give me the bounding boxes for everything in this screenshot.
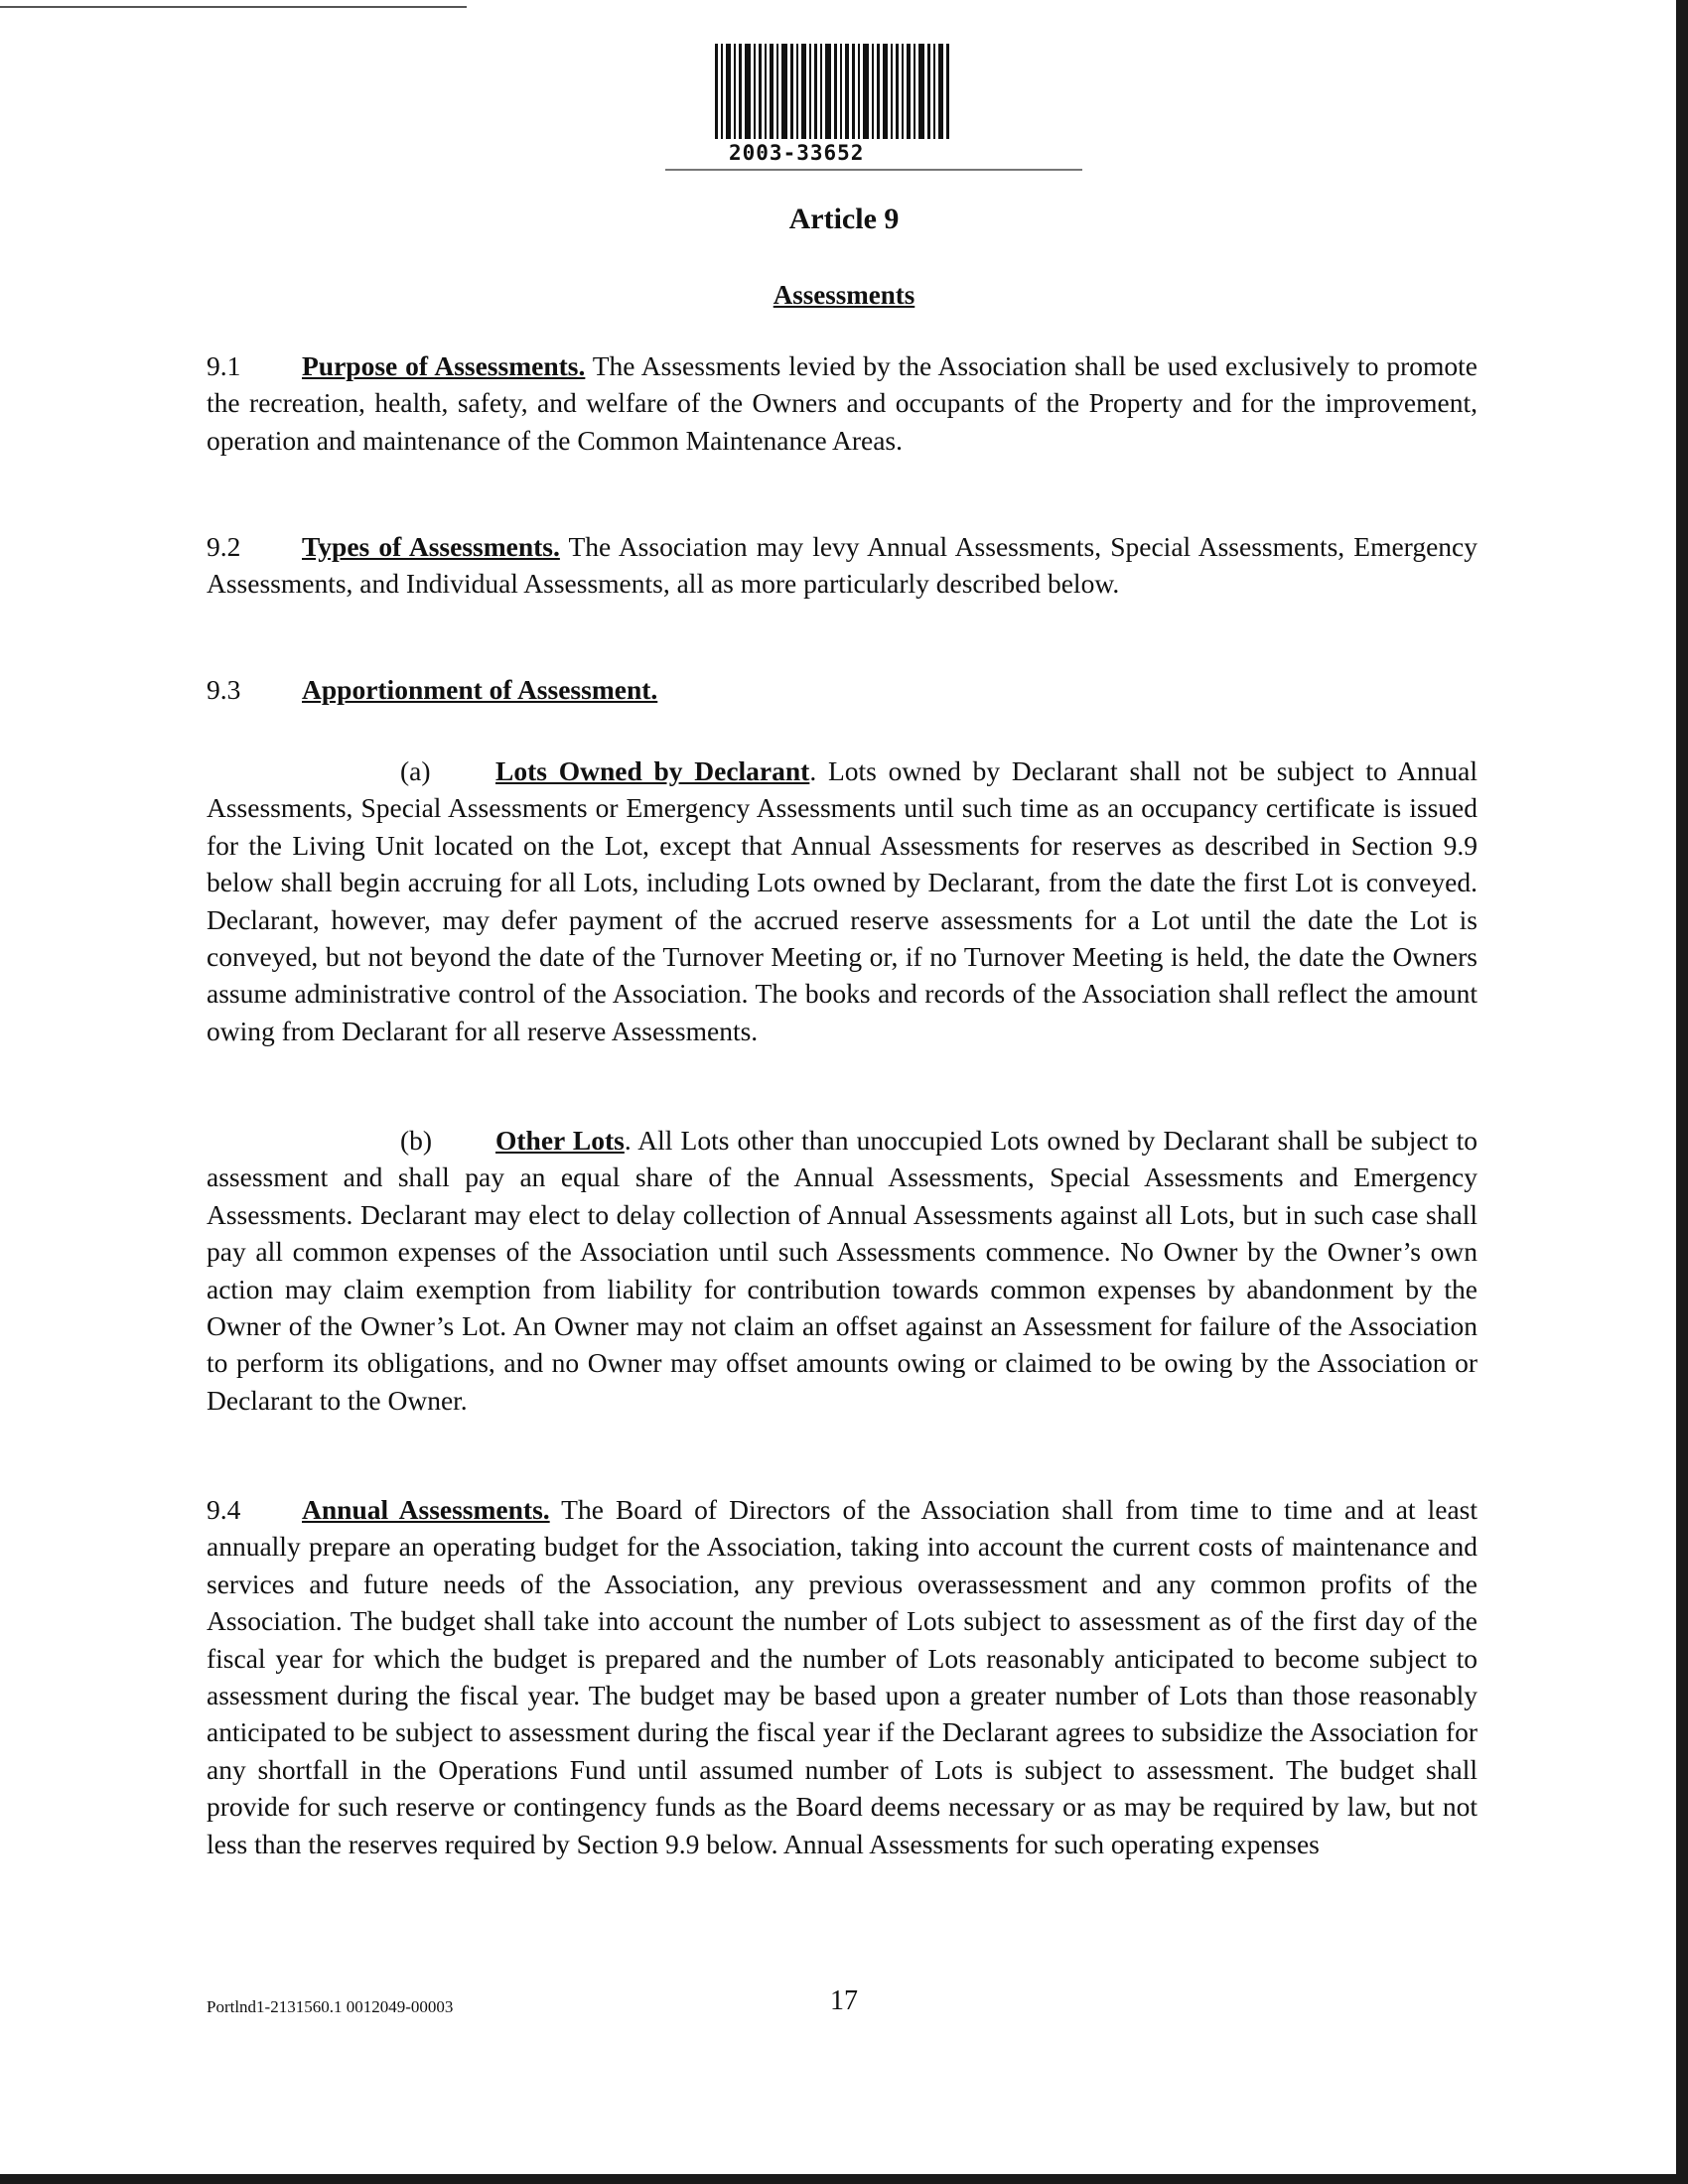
barcode-bar — [721, 44, 723, 139]
barcode-bar — [938, 44, 943, 139]
footer-doc-id: Portlnd1-2131560.1 0012049-00003 — [207, 1997, 454, 2016]
barcode-bar — [863, 44, 869, 139]
section-title: Apportionment of Assessment. — [302, 674, 658, 705]
barcode-number: 2003-33652 — [729, 141, 865, 165]
barcode-bar — [896, 44, 899, 139]
subsection-title: Lots Owned by Declarant — [495, 755, 810, 786]
subsection-label: (a) — [400, 755, 431, 786]
page-number: 17 — [830, 1985, 858, 2016]
barcode-bar — [739, 44, 742, 139]
barcode-bar — [776, 44, 778, 139]
barcode-bar — [820, 44, 822, 139]
barcode-bar — [759, 44, 762, 139]
barcode — [715, 44, 1023, 165]
subsection-text: . Lots owned by Declarant shall not be subject to Annual Assessments, Special Assessments or Emergency Assessments until such time as an occupancy certificate is issued for the Living Unit located on the Lot, except that Annual Assessments for reserves as described in Section 9.9 below shall begin accruing for all Lots, including Lots owned by Declarant, from the date the first Lot is conveyed. Declarant, however, may defer payment of the accrued reserve assessments for a Lot until the date the Lot is conveyed, but not beyond the date of the Turnover Meeting or, if no Turnover Meeting is held, the date the Owners assume administrative control of the Association. The books and records of the Association shall reflect the amount owing from Declarant for all reserve Assessments. — [207, 755, 1477, 1046]
barcode-bar — [946, 44, 949, 139]
barcode-bar — [877, 44, 880, 139]
section-9-3-a — [207, 752, 1477, 1049]
barcode-bar — [745, 44, 751, 139]
scan-edge-right — [1676, 0, 1688, 2184]
section-number: 9.2 — [207, 531, 241, 562]
barcode-bar — [872, 44, 874, 139]
section-text: The Board of Directors of the Association shall from time to time and at least annually prepare an operating budget for the Association, taking into account the current costs of maintenance and services and future needs of the Association, any previous overassessment and any common profits of the Association. The budget shall take into account the number of Lots subject to assessment as of the first day of the fiscal year for which the budget is prepared and the number of Lots reasonably anticipated to become subject to assessment during the fiscal year. The budget may be based upon a greater number of Lots than those reasonably anticipated to be subject to assessment during the fiscal year if the Declarant agrees to subsidize the Association for any shortfall in the Operations Fund until assumed number of Lots is subject to assessment. The budget shall provide for such reserve or contingency funds as the Board deems necessary or as may be required by law, but not less than the reserves required by Section 9.9 below. Annual Assessments for such operating expenses — [207, 1494, 1477, 1859]
section-number: 9.4 — [207, 1494, 241, 1525]
section-title: Purpose of Assessments. — [302, 350, 586, 381]
barcode-bar — [754, 44, 756, 139]
subsection-title: Other Lots — [495, 1125, 625, 1156]
section-9-4 — [207, 1491, 1477, 1862]
barcode-bar — [825, 44, 831, 139]
section-number: 9.1 — [207, 350, 241, 381]
barcode-bar — [883, 44, 888, 139]
barcode-bar — [927, 44, 930, 139]
barcode-bar — [814, 44, 817, 139]
section-title: Types of Assessments. — [302, 531, 560, 562]
barcode-bar — [734, 44, 736, 139]
article-heading: Assessments — [773, 280, 915, 310]
section-text: The Association may levy Annual Assessments, Special Assessments, Emergency Assessments, and Individual Assessments, all as more particularly described below. — [207, 531, 1477, 600]
subsection-label: (b) — [400, 1125, 433, 1156]
barcode-bar — [781, 44, 787, 139]
barcode-bar — [852, 44, 855, 139]
barcode-bar — [834, 44, 837, 139]
article-title: Article 9 — [788, 203, 900, 235]
barcode-bar — [809, 44, 811, 139]
section-text: The Assessments levied by the Association shall be used exclusively to promote the recreation, health, safety, and welfare of the Owners and occupants of the Property and for the improvement, operation and maintenance of the Common Maintenance Areas. — [207, 350, 1478, 456]
barcode-bar — [891, 44, 893, 139]
barcode-bar — [790, 44, 793, 139]
section-9-1 — [207, 347, 1477, 459]
barcode-bar — [914, 44, 915, 139]
barcode-bar — [801, 44, 806, 139]
barcode-bar — [858, 44, 860, 139]
barcode-bar — [770, 44, 774, 139]
barcode-bars — [715, 44, 1023, 139]
barcode-bar — [715, 44, 718, 139]
barcode-bar — [726, 44, 731, 139]
barcode-bar — [902, 44, 904, 139]
section-9-3 — [207, 671, 1477, 708]
barcode-underline — [665, 169, 1082, 171]
barcode-bar — [840, 44, 842, 139]
scan-edge-bottom — [0, 2174, 1688, 2184]
barcode-bar — [918, 44, 924, 139]
section-title: Annual Assessments. — [302, 1494, 550, 1525]
barcode-bar — [845, 44, 849, 139]
barcode-bar — [933, 44, 935, 139]
subsection-text: . All Lots other than unoccupied Lots owned by Declarant shall be subject to assessment and shall pay an equal share of the Annual Assessments, Special Assessments and Emergency Assessments. Declarant may elect to delay collection of Annual Assessments against all Lots, but in such case shall pay all common expenses of the Association until such Assessments commence. No Owner by the Owner’s own action may claim exemption from liability for contribution towards common expenses by abandonment by the Owner of the Owner’s Lot. An Owner may not claim an offset against an Assessment for failure of the Association to perform its obligations, and no Owner may offset amounts owing or claimed to be owing by the Association or Declarant to the Owner. — [207, 1125, 1477, 1416]
barcode-bar — [796, 44, 798, 139]
barcode-bar — [907, 44, 911, 139]
section-9-2 — [207, 528, 1477, 603]
section-9-3-b — [207, 1122, 1477, 1419]
scan-edge-top — [0, 6, 467, 8]
barcode-bar — [765, 44, 767, 139]
section-number: 9.3 — [207, 674, 241, 705]
